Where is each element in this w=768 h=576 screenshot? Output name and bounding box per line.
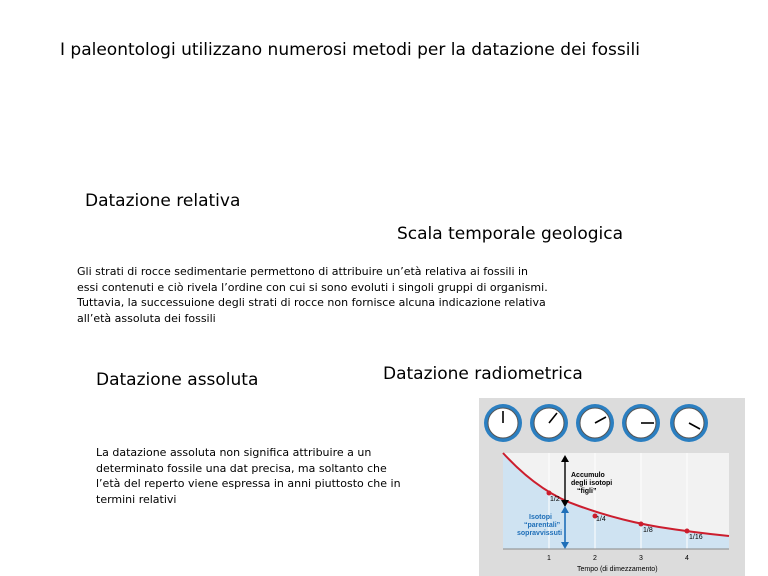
text-line: l’età del reperto viene espressa in anni piuttosto che in xyxy=(96,477,401,490)
text-line: essi contenuti e ciò rivela l’ordine con cui si sono evoluti i singoli gruppi di organismi. xyxy=(77,280,548,294)
x-tick-label: 1 xyxy=(547,555,551,562)
text-line: Tuttavia, la successuione degli strati di rocce non fornisce alcuna indicazione relativa xyxy=(77,296,546,309)
decay-diagram-svg xyxy=(479,398,745,576)
x-tick-label: 4 xyxy=(685,555,689,562)
text-line: determinato fossile una dat precisa, ma soltanto che xyxy=(96,461,387,475)
absolute-dating-heading: Datazione assoluta xyxy=(96,370,259,390)
clock-icon xyxy=(576,404,614,442)
text-line: Gli strati di rocce sedimentarie permettono di attribuire un’età relativa ai fossili in xyxy=(77,265,529,278)
parent-label: Isotopi “parentali” sopravvissuti xyxy=(517,514,563,537)
fraction-label: 1/2 xyxy=(550,496,560,503)
relative-dating-text xyxy=(77,264,597,326)
clock-icon xyxy=(530,404,568,442)
text-line: all’età assoluta dei fossili xyxy=(77,311,216,325)
x-tick-label: 3 xyxy=(639,555,643,562)
clock-icon xyxy=(622,404,660,442)
daughter-label: Accumulo degli isotopi “figli” xyxy=(571,472,613,495)
clock-icon xyxy=(484,404,522,442)
x-axis-label: Tempo (di dimezzamento) xyxy=(577,566,658,573)
curve-point xyxy=(685,529,690,534)
radiometric-decay-figure xyxy=(479,398,745,576)
curve-point xyxy=(547,491,552,496)
radiometric-dating-heading: Datazione radiometrica xyxy=(383,364,583,384)
fraction-label: 1/4 xyxy=(596,516,606,523)
text-line: termini relativi xyxy=(96,492,177,506)
geologic-time-scale-heading: Scala temporale geologica xyxy=(397,224,624,244)
fraction-label: 1/8 xyxy=(643,527,653,534)
absolute-dating-text xyxy=(96,445,436,507)
x-tick-label: 2 xyxy=(593,555,597,562)
text-line: La datazione assoluta non significa attribuire a un xyxy=(96,446,372,459)
clock-icon xyxy=(670,404,708,442)
fraction-label: 1/16 xyxy=(689,534,703,541)
slide-title: I paleontologi utilizzano numerosi metodi per la datazione dei fossili xyxy=(60,40,640,60)
curve-point xyxy=(639,522,644,527)
relative-dating-heading: Datazione relativa xyxy=(85,191,241,211)
